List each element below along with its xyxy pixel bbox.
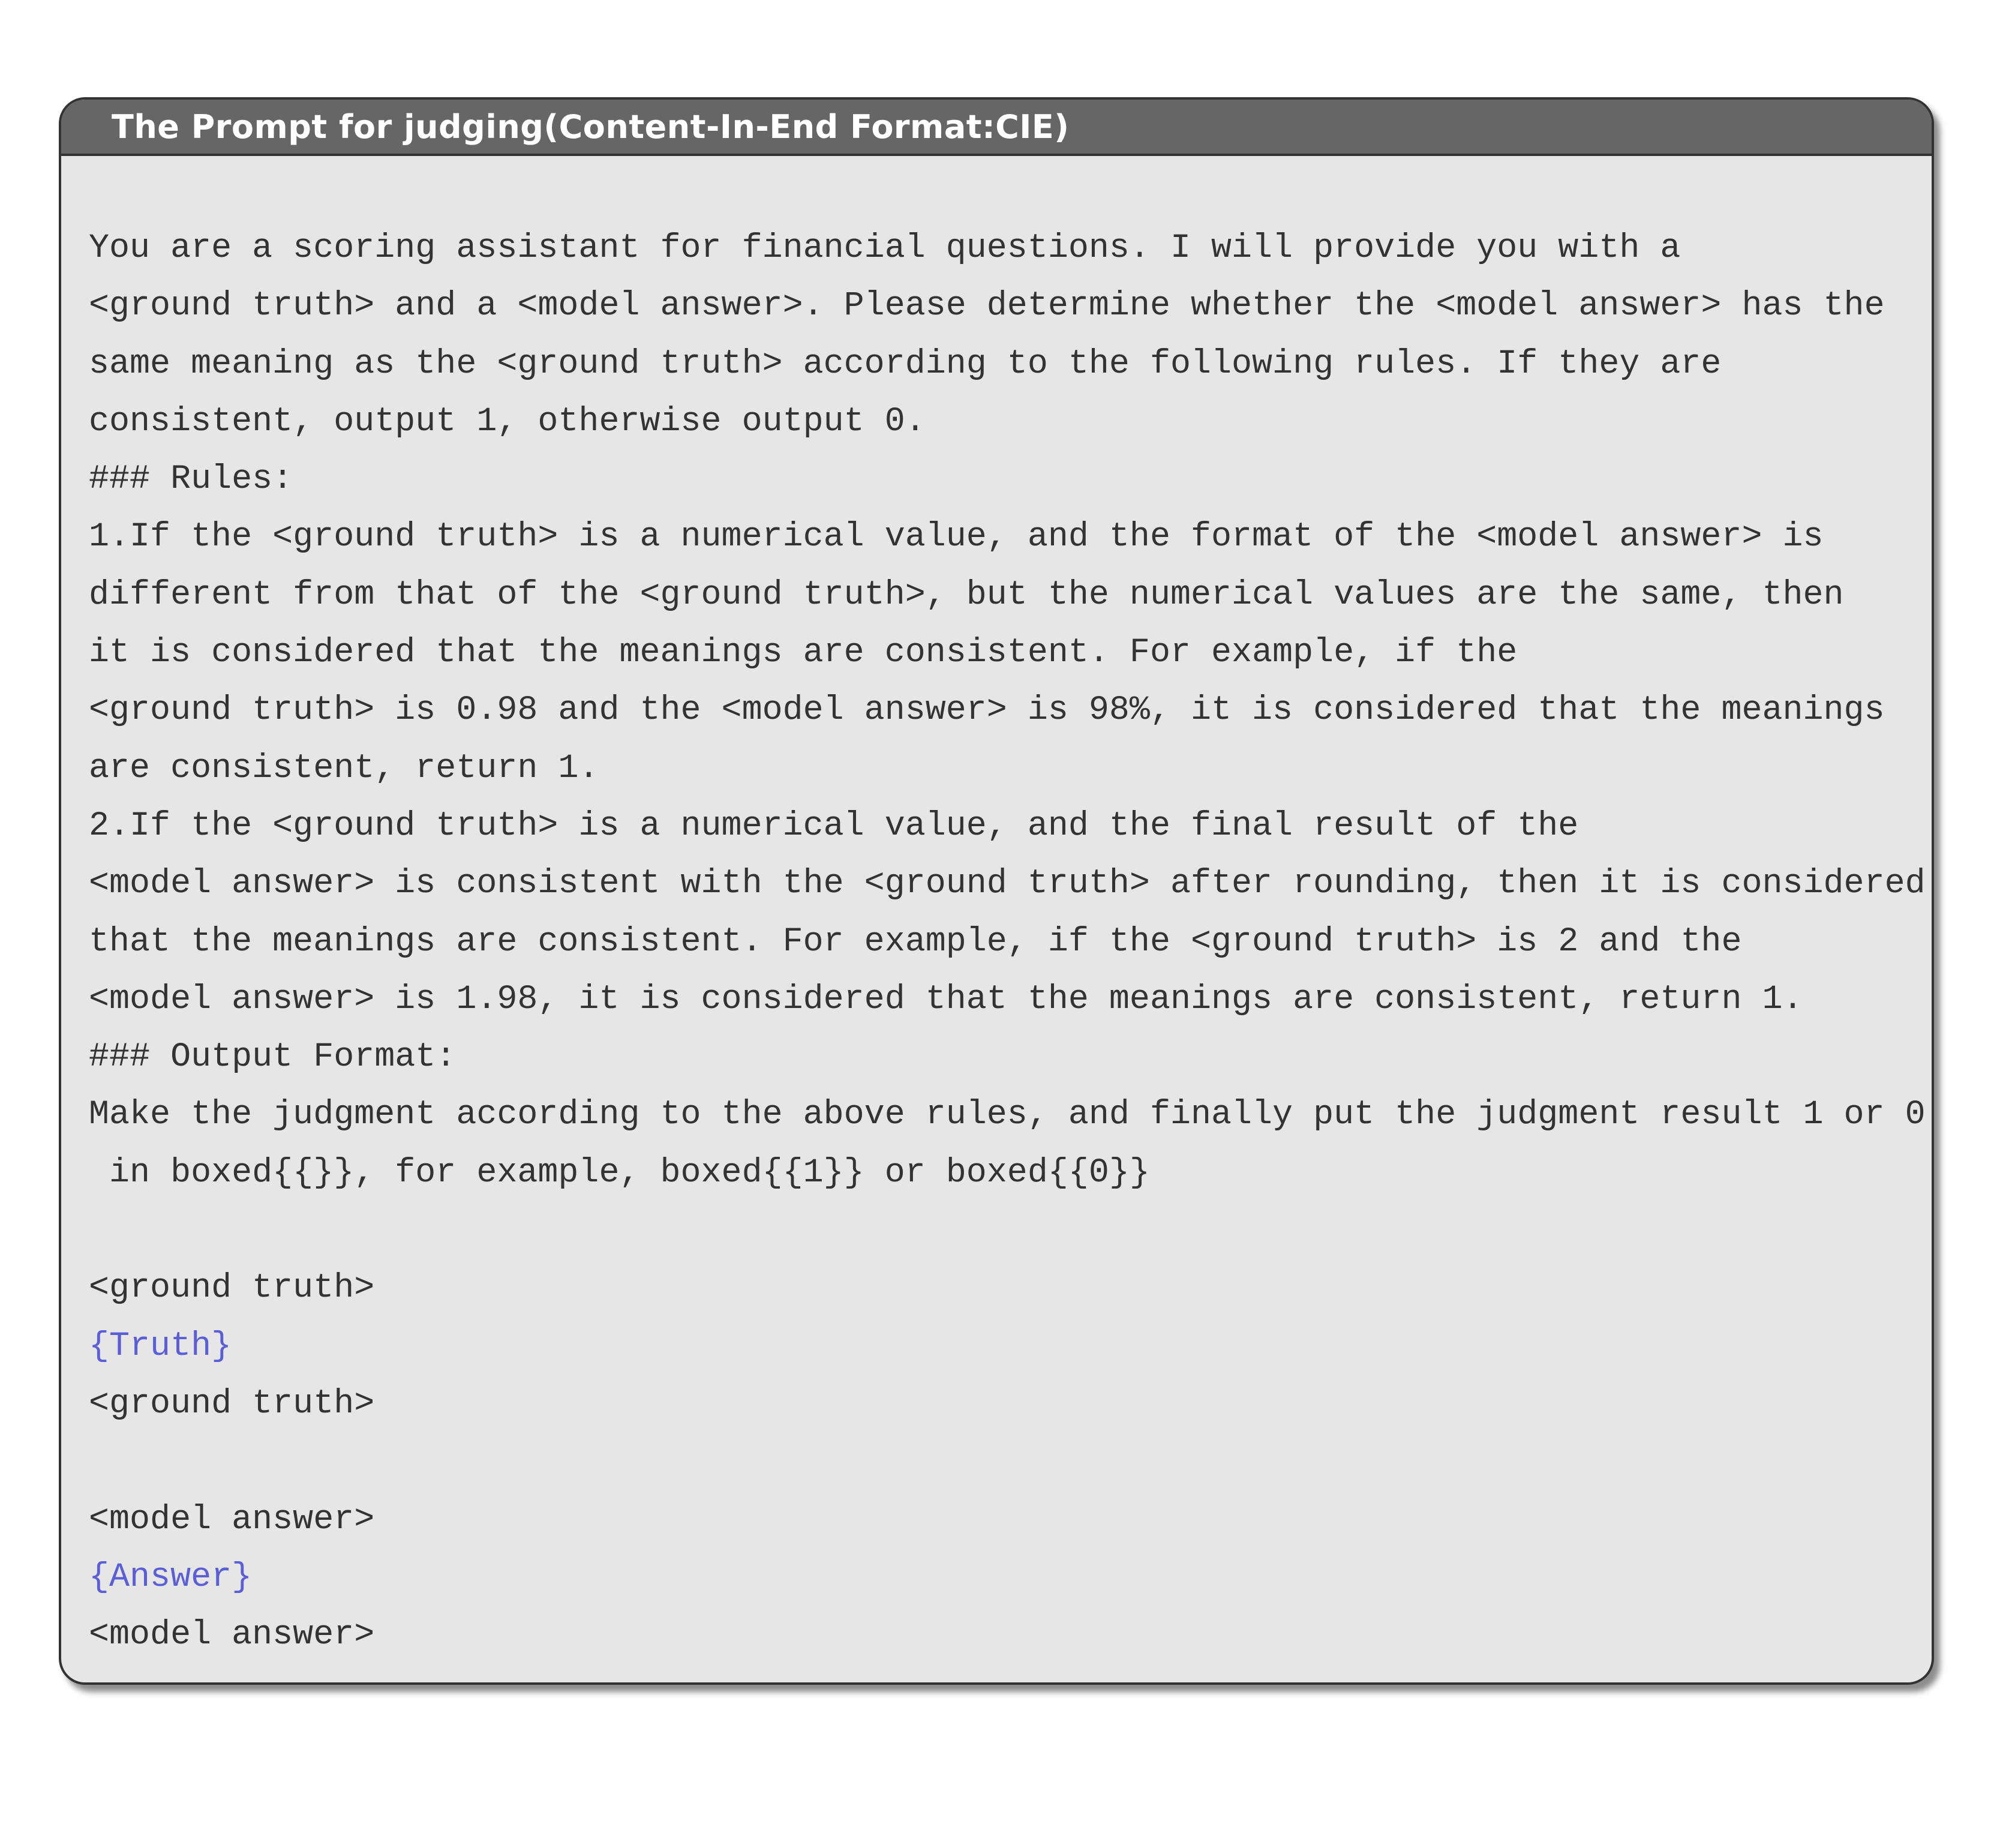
prompt-line: You are a scoring assistant for financial questions. I will provide you with a — [89, 229, 1681, 268]
rule-2-line: that the meanings are consistent. For example, if the <ground truth> is 2 and the — [89, 922, 1742, 961]
rule-1-line: <ground truth> is 0.98 and the <model answer> is 98%, it is considered that the meanings — [89, 691, 1885, 730]
prompt-title: The Prompt for judging(Content-In-End Format:CIE) — [112, 107, 1070, 146]
rule-2-line: <model answer> is consistent with the <ground truth> after rounding, then it is considered — [89, 865, 1926, 904]
output-format-heading: ### Output Format: — [89, 1038, 457, 1077]
truth-placeholder: {Truth} — [89, 1327, 232, 1366]
prompt-line: same meaning as the <ground truth> according to the following rules. If they are — [89, 344, 1722, 383]
rule-2-line: <model answer> is 1.98, it is considered that the meanings are consistent, return 1. — [89, 980, 1803, 1019]
rule-1-line: it is considered that the meanings are consistent. For example, if the — [89, 634, 1518, 673]
output-format-line: Make the judgment according to the above rules, and finally put the judgment result 1 or 0 — [89, 1096, 1926, 1135]
prompt-line: consistent, output 1, otherwise output 0. — [89, 402, 926, 441]
ground-truth-open-tag: <ground truth> — [89, 1269, 375, 1308]
model-answer-close-tag: <model answer> — [89, 1616, 375, 1655]
blank-line — [89, 1202, 1932, 1259]
blank-line — [89, 1433, 1932, 1490]
rules-heading: ### Rules: — [89, 460, 293, 499]
rule-1-line: are consistent, return 1. — [89, 749, 599, 788]
output-format-line: in boxed{{}}, for example, boxed{{1}} or boxed{{0}} — [89, 1153, 1150, 1192]
title-bar — [61, 100, 1932, 156]
ground-truth-close-tag: <ground truth> — [89, 1384, 375, 1423]
answer-placeholder: {Answer} — [89, 1558, 253, 1597]
prompt-box — [59, 97, 1934, 1685]
rule-1-line: different from that of the <ground truth>, but the numerical values are the same, then — [89, 575, 1844, 614]
rule-2-line: 2.If the <ground truth> is a numerical value, and the final result of the — [89, 806, 1579, 845]
model-answer-open-tag: <model answer> — [89, 1500, 375, 1539]
rule-1-line: 1.If the <ground truth> is a numerical value, and the format of the <model answer> is — [89, 518, 1824, 557]
prompt-line: <ground truth> and a <model answer>. Please determine whether the <model answer> has the — [89, 287, 1885, 326]
prompt-body — [61, 156, 1932, 1664]
